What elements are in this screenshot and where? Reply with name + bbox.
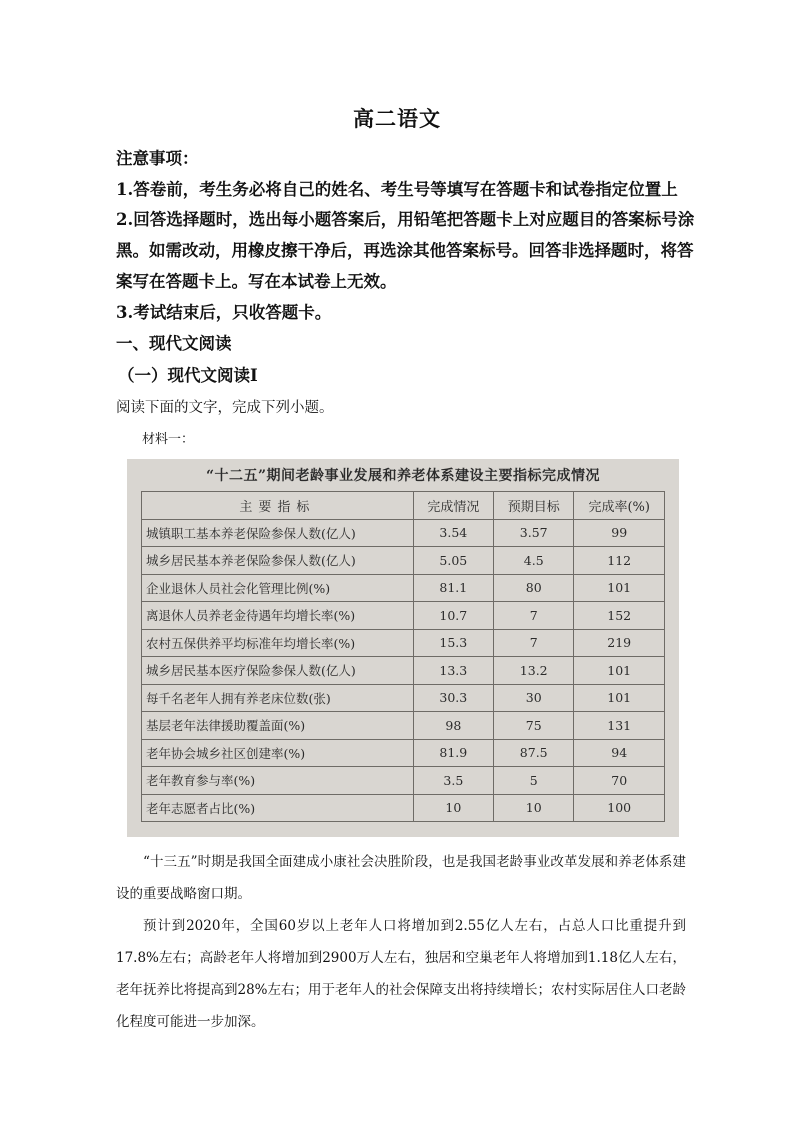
actual-value: 98 xyxy=(413,712,493,740)
target-value: 75 xyxy=(494,712,574,740)
notice-item-2-line-2: 黑。如需改动，用橡皮擦干净后，再选涂其他答案标号。回答非选择题时，将答 xyxy=(116,241,694,260)
target-value: 5 xyxy=(494,767,574,795)
table-row xyxy=(142,767,665,795)
page-title: 高二语文 xyxy=(353,106,441,131)
completion-rate: 100 xyxy=(574,794,665,822)
completion-rate: 101 xyxy=(574,657,665,685)
section-subheading: （一）现代文阅读Ⅰ xyxy=(118,366,258,385)
indicator-name: 基层老年法律援助覆盖面(%) xyxy=(142,712,414,740)
actual-value: 5.05 xyxy=(413,547,493,575)
completion-rate: 152 xyxy=(574,602,665,630)
indicator-name: 城乡居民基本医疗保险参保人数(亿人) xyxy=(142,657,414,685)
actual-value: 10.7 xyxy=(413,602,493,630)
notice-item-3: 3.考试结束后，只收答题卡。 xyxy=(116,303,332,322)
completion-rate: 112 xyxy=(574,547,665,575)
table-row xyxy=(142,684,665,712)
table-row xyxy=(142,602,665,630)
actual-value: 30.3 xyxy=(413,684,493,712)
notice-item-2-line-3: 案写在答题卡上。写在本试卷上无效。 xyxy=(116,272,397,291)
table-row xyxy=(142,712,665,740)
notice-item-1: 1.答卷前，考生务必将自己的姓名、考生号等填写在答题卡和试卷指定位置上 xyxy=(116,180,678,199)
body-paragraph-1: “十三五”时期是我国全面建成小康社会决胜阶段，也是我国老龄事业改革发展和养老体系建设的重要战略窗口期。 xyxy=(116,854,686,902)
indicator-name: 老年教育参与率(%) xyxy=(142,767,414,795)
target-value: 3.57 xyxy=(494,519,574,547)
target-value: 87.5 xyxy=(494,739,574,767)
target-value: 7 xyxy=(494,629,574,657)
header-cell: 完成率(%) xyxy=(574,492,665,520)
header-cell: 预期目标 xyxy=(494,492,574,520)
indicator-name: 每千名老年人拥有养老床位数(张) xyxy=(142,684,414,712)
notice-item-2-line-1: 2.回答选择题时，选出每小题答案后，用铅笔把答题卡上对应题目的答案标号涂 xyxy=(116,210,695,229)
indicator-name: 企业退休人员社会化管理比例(%) xyxy=(142,574,414,602)
indicator-name: 离退休人员养老金待遇年均增长率(%) xyxy=(142,602,414,630)
table-row xyxy=(142,657,665,685)
indicator-name: 城镇职工基本养老保险参保人数(亿人) xyxy=(142,519,414,547)
indicator-name: 城乡居民基本养老保险参保人数(亿人) xyxy=(142,547,414,575)
indicator-table xyxy=(141,491,665,822)
actual-value: 15.3 xyxy=(413,629,493,657)
table-row xyxy=(142,739,665,767)
reading-instruction: 阅读下面的文字，完成下列小题。 xyxy=(116,400,334,416)
indicator-name: 农村五保供养平均标准年均增长率(%) xyxy=(142,629,414,657)
target-value: 13.2 xyxy=(494,657,574,685)
actual-value: 13.3 xyxy=(413,657,493,685)
actual-value: 81.1 xyxy=(413,574,493,602)
target-value: 4.5 xyxy=(494,547,574,575)
completion-rate: 219 xyxy=(574,629,665,657)
section-heading: 一、现代文阅读 xyxy=(116,334,232,353)
table-row xyxy=(142,547,665,575)
actual-value: 3.5 xyxy=(413,767,493,795)
table-header-row xyxy=(142,492,665,520)
completion-rate: 94 xyxy=(574,739,665,767)
completion-rate: 131 xyxy=(574,712,665,740)
material-label: 材料一： xyxy=(142,432,195,447)
target-value: 30 xyxy=(494,684,574,712)
target-value: 7 xyxy=(494,602,574,630)
table-row xyxy=(142,629,665,657)
completion-rate: 101 xyxy=(574,574,665,602)
target-value: 10 xyxy=(494,794,574,822)
actual-value: 81.9 xyxy=(413,739,493,767)
table-title: “十二五”期间老龄事业发展和养老体系建设主要指标完成情况 xyxy=(205,468,601,484)
table-row xyxy=(142,794,665,822)
indicator-name: 老年协会城乡社区创建率(%) xyxy=(142,739,414,767)
actual-value: 10 xyxy=(413,794,493,822)
completion-rate: 70 xyxy=(574,767,665,795)
table-row xyxy=(142,574,665,602)
target-value: 80 xyxy=(494,574,574,602)
header-cell: 主要指标 xyxy=(142,492,414,520)
indicator-table-image xyxy=(127,459,679,837)
completion-rate: 101 xyxy=(574,684,665,712)
header-cell: 完成情况 xyxy=(413,492,493,520)
table-row xyxy=(142,519,665,547)
completion-rate: 99 xyxy=(574,519,665,547)
notice-heading: 注意事项： xyxy=(116,149,199,168)
indicator-name: 老年志愿者占比(%) xyxy=(142,794,414,822)
body-paragraph-2: 预计到2020年，全国60岁以上老年人口将增加到2.55亿人左右，占总人口比重提升到17.8%左右；高龄老年人将增加到2900万人左右，独居和空巢老年人将增加到1.18亿人左右，老年抚养比将提高到28%左右；用于老年人的社会保障支出将持续增长；农村实际居住人口老龄化程度可能进一步加深。 xyxy=(116,918,687,1030)
actual-value: 3.54 xyxy=(413,519,493,547)
